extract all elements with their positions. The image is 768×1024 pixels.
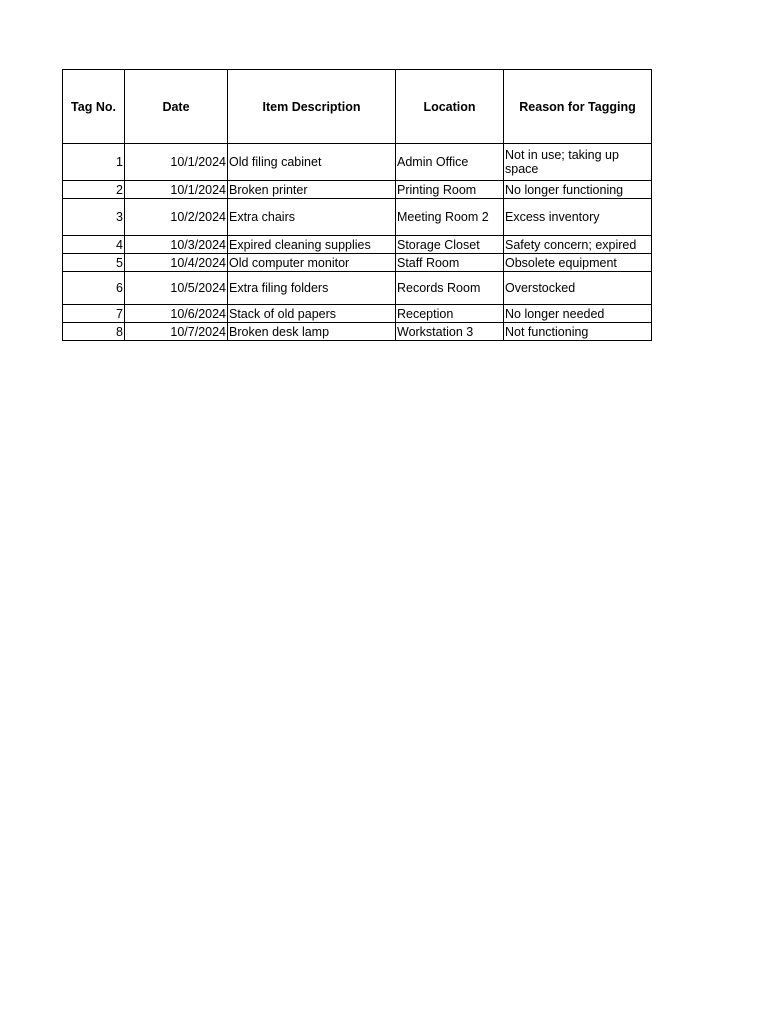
cell-item-description[interactable]: Expired cleaning supplies bbox=[228, 236, 396, 254]
header-tag-no[interactable]: Tag No. bbox=[63, 70, 125, 144]
cell-reason[interactable]: No longer needed bbox=[504, 305, 652, 323]
header-location[interactable]: Location bbox=[396, 70, 504, 144]
table-row bbox=[63, 199, 652, 236]
cell-date[interactable]: 10/1/2024 bbox=[125, 144, 228, 181]
cell-tag-no[interactable]: 2 bbox=[63, 181, 125, 199]
cell-reason[interactable]: Not in use; taking up space bbox=[504, 144, 652, 181]
cell-location[interactable]: Admin Office bbox=[396, 144, 504, 181]
spreadsheet-area bbox=[62, 69, 652, 341]
cell-item-description[interactable]: Old computer monitor bbox=[228, 254, 396, 272]
cell-location[interactable]: Reception bbox=[396, 305, 504, 323]
cell-item-description[interactable]: Broken desk lamp bbox=[228, 323, 396, 341]
cell-tag-no[interactable]: 5 bbox=[63, 254, 125, 272]
header-item-description[interactable]: Item Description bbox=[228, 70, 396, 144]
cell-location[interactable]: Staff Room bbox=[396, 254, 504, 272]
cell-reason[interactable]: Not functioning bbox=[504, 323, 652, 341]
table-row bbox=[63, 144, 652, 181]
cell-location[interactable]: Meeting Room 2 bbox=[396, 199, 504, 236]
cell-item-description[interactable]: Broken printer bbox=[228, 181, 396, 199]
header-reason-for-tagging[interactable]: Reason for Tagging bbox=[504, 70, 652, 144]
header-date[interactable]: Date bbox=[125, 70, 228, 144]
cell-date[interactable]: 10/5/2024 bbox=[125, 272, 228, 305]
table-row bbox=[63, 254, 652, 272]
cell-date[interactable]: 10/2/2024 bbox=[125, 199, 228, 236]
cell-item-description[interactable]: Extra chairs bbox=[228, 199, 396, 236]
cell-date[interactable]: 10/7/2024 bbox=[125, 323, 228, 341]
cell-date[interactable]: 10/1/2024 bbox=[125, 181, 228, 199]
cell-tag-no[interactable]: 8 bbox=[63, 323, 125, 341]
red-tag-table bbox=[62, 69, 652, 341]
cell-reason[interactable]: Overstocked bbox=[504, 272, 652, 305]
cell-item-description[interactable]: Stack of old papers bbox=[228, 305, 396, 323]
cell-tag-no[interactable]: 1 bbox=[63, 144, 125, 181]
cell-tag-no[interactable]: 3 bbox=[63, 199, 125, 236]
cell-reason[interactable]: No longer functioning bbox=[504, 181, 652, 199]
cell-location[interactable]: Workstation 3 bbox=[396, 323, 504, 341]
cell-location[interactable]: Records Room bbox=[396, 272, 504, 305]
table-row bbox=[63, 236, 652, 254]
table-row bbox=[63, 181, 652, 199]
cell-reason[interactable]: Safety concern; expired bbox=[504, 236, 652, 254]
cell-item-description[interactable]: Old filing cabinet bbox=[228, 144, 396, 181]
cell-tag-no[interactable]: 7 bbox=[63, 305, 125, 323]
table-row bbox=[63, 272, 652, 305]
table-row bbox=[63, 323, 652, 341]
cell-reason[interactable]: Excess inventory bbox=[504, 199, 652, 236]
cell-tag-no[interactable]: 6 bbox=[63, 272, 125, 305]
cell-location[interactable]: Printing Room bbox=[396, 181, 504, 199]
cell-reason[interactable]: Obsolete equipment bbox=[504, 254, 652, 272]
cell-item-description[interactable]: Extra filing folders bbox=[228, 272, 396, 305]
cell-location[interactable]: Storage Closet bbox=[396, 236, 504, 254]
table-row bbox=[63, 305, 652, 323]
cell-tag-no[interactable]: 4 bbox=[63, 236, 125, 254]
header-row bbox=[63, 70, 652, 144]
cell-date[interactable]: 10/6/2024 bbox=[125, 305, 228, 323]
cell-date[interactable]: 10/4/2024 bbox=[125, 254, 228, 272]
cell-date[interactable]: 10/3/2024 bbox=[125, 236, 228, 254]
